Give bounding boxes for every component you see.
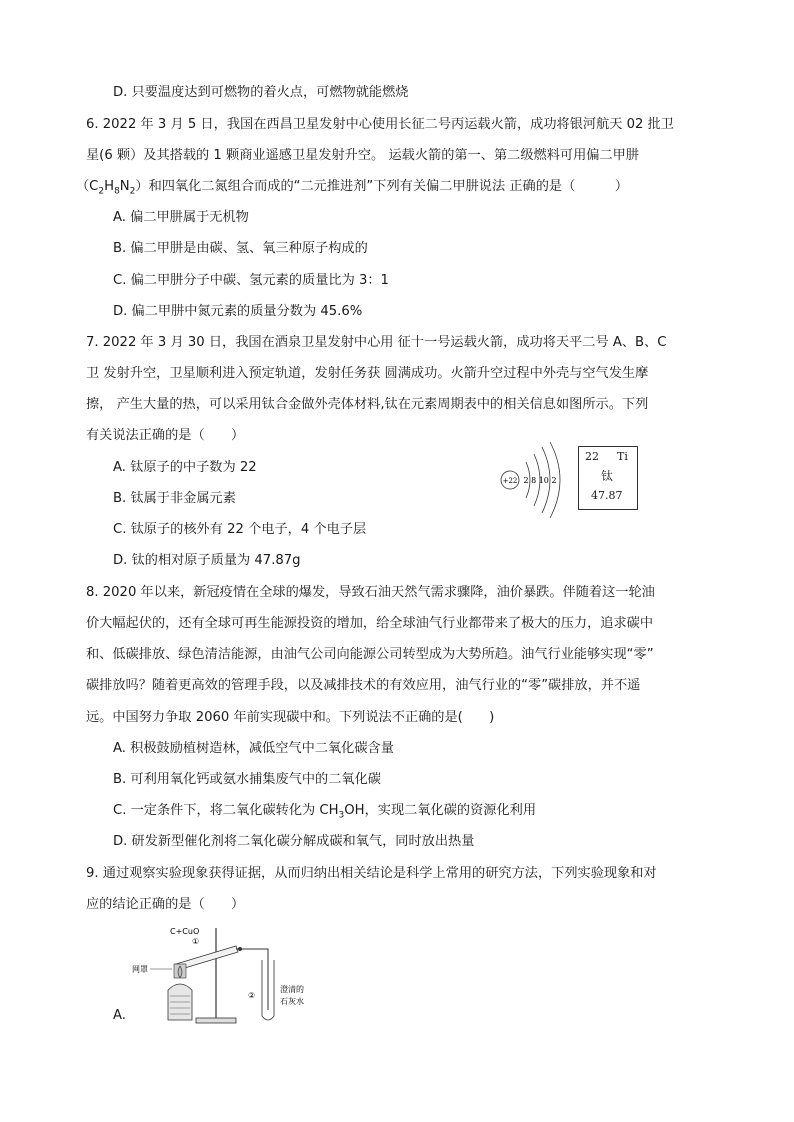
q7-stem-line3: 擦， 产生大量的热，可以采用钛合金做外壳体材料,钛在元素周期表中的相关信息如图所示。下列 — [86, 397, 649, 412]
electron-shell-counts: 2 8 10 2 — [523, 476, 557, 485]
element-symbol: Ti — [617, 450, 628, 463]
q8-stem-line5: 远。中国努力争取 2060 年前实现碳中和。下列说法不正确的是( ) — [86, 710, 495, 725]
delivery-tube — [236, 949, 268, 1010]
q7-option-b: B. 钛属于非金属元素 — [113, 491, 236, 506]
q6-stem-line1: 6. 2022 年 3 月 5 日，我国在西昌卫星发射中心使用长征二号丙运载火箭，成功将银河航天 02 批卫 — [86, 117, 674, 132]
q5-option-d: D. 只要温度达到可燃物的着火点，可燃物就能燃烧 — [113, 85, 409, 100]
relative-atomic-mass: 47.87 — [591, 489, 623, 502]
q8-stem-line1: 8. 2020 年以来，新冠疫情在全球的爆发，导致石油天然气需求骤降，油价暴跌。伴随着这一轮油 — [86, 585, 655, 600]
tube-mark-1: ① — [192, 937, 200, 946]
atomic-number: 22 — [585, 450, 599, 463]
q6-stem-line2: 星(6 颗）及其搭载的 1 颗商业遥感卫星发射升空。 运载火箭的第一、第二级燃料可用偏二甲肼 — [86, 148, 640, 163]
q6-option-c: C. 偏二甲肼分子中碳、氢元素的质量比为 3：1 — [113, 273, 389, 288]
q7-stem-line2: 卫 发射升空，卫星顺利进入预定轨道，发射任务获 圆满成功。火箭升空过程中外壳与空气发生摩 — [86, 366, 649, 381]
q7-option-d: D. 钛的相对原子质量为 47.87g — [113, 553, 301, 568]
titanium-atom-structure-diagram — [500, 440, 570, 520]
tube-mark-2: ② — [248, 991, 256, 1000]
nucleus-charge: +22 — [502, 477, 518, 485]
q6-option-d: D. 偏二甲肼中氮元素的质量分数为 45.6% — [113, 304, 363, 319]
element-name: 钛 — [601, 469, 614, 483]
q8-stem-line4: 碳排放吗？随着更高效的管理手段，以及减排技术的有效应用，油气行业的“零”碳排放，并不遥 — [86, 678, 641, 693]
q7-stem-line4: 有关说法正确的是（ ） — [86, 428, 245, 443]
q8-option-a: A. 积极鼓励植树造林，减低空气中二氧化碳含量 — [113, 741, 394, 756]
q7-option-c: C. 钛原子的核外有 22 个电子，4 个电子层 — [113, 522, 367, 537]
q7-stem-line1: 7. 2022 年 3 月 30 日，我国在酒泉卫星发射中心用 征十一号运载火箭，成功将天平二号 A、B、C — [86, 335, 667, 350]
titanium-periodic-table-cell — [578, 446, 638, 510]
q8-option-d: D. 研发新型催化剂将二氧化碳分解成碳和氧气，同时放出热量 — [113, 834, 475, 849]
q7-option-a: A. 钛原子的中子数为 22 — [113, 460, 257, 475]
q9-stem-line2: 应的结论正确的是（ ） — [86, 897, 245, 912]
q8-option-c: C. 一定条件下，将二氧化碳转化为 $CH_3OH$，实现二氧化碳的资源化利用 — [113, 803, 537, 821]
stand-base — [196, 1018, 236, 1023]
q6-option-b: B. 偏二甲肼是由碳、氢、氧三种原子构成的 — [113, 241, 368, 256]
q8-stem-line3: 和、低碳排放、绿色清洁能源，由油气公司向能源公司转型成为大势所趋。油气行业能够实现“零” — [86, 647, 654, 662]
q9-stem-line1: 9. 通过观察实验现象获得证据，从而归纳出相关结论是科学上常用的研究方法，下列实验现象和对 — [86, 866, 657, 881]
q9-option-a: A. — [113, 1008, 126, 1023]
q8-stem-line2: 价大幅起伏的，还有全球可再生能源投资的增加，给全球油气行业都带来了极大的压力，追求碳中 — [86, 616, 654, 631]
q8-option-b: B. 可利用氧化钙或氨水捕集废气中的二氧化碳 — [113, 772, 381, 787]
limewater-label-line1: 澄清的 — [280, 985, 304, 994]
limewater-label-line2: 石灰水 — [280, 997, 304, 1006]
reagent-label: C+CuO — [170, 927, 200, 936]
q6-option-a: A. 偏二甲肼属于无机物 — [113, 210, 249, 225]
mesh-label: 网罩 — [132, 965, 148, 974]
q6-stem-line3: $(C_2H_8N_2)$和四氧化二氮组合而成的“二元推进剂”下列有关偏二甲肼说法 正确的是（ ） — [76, 179, 629, 197]
carbon-copper-oxide-apparatus-diagram — [128, 920, 328, 1030]
